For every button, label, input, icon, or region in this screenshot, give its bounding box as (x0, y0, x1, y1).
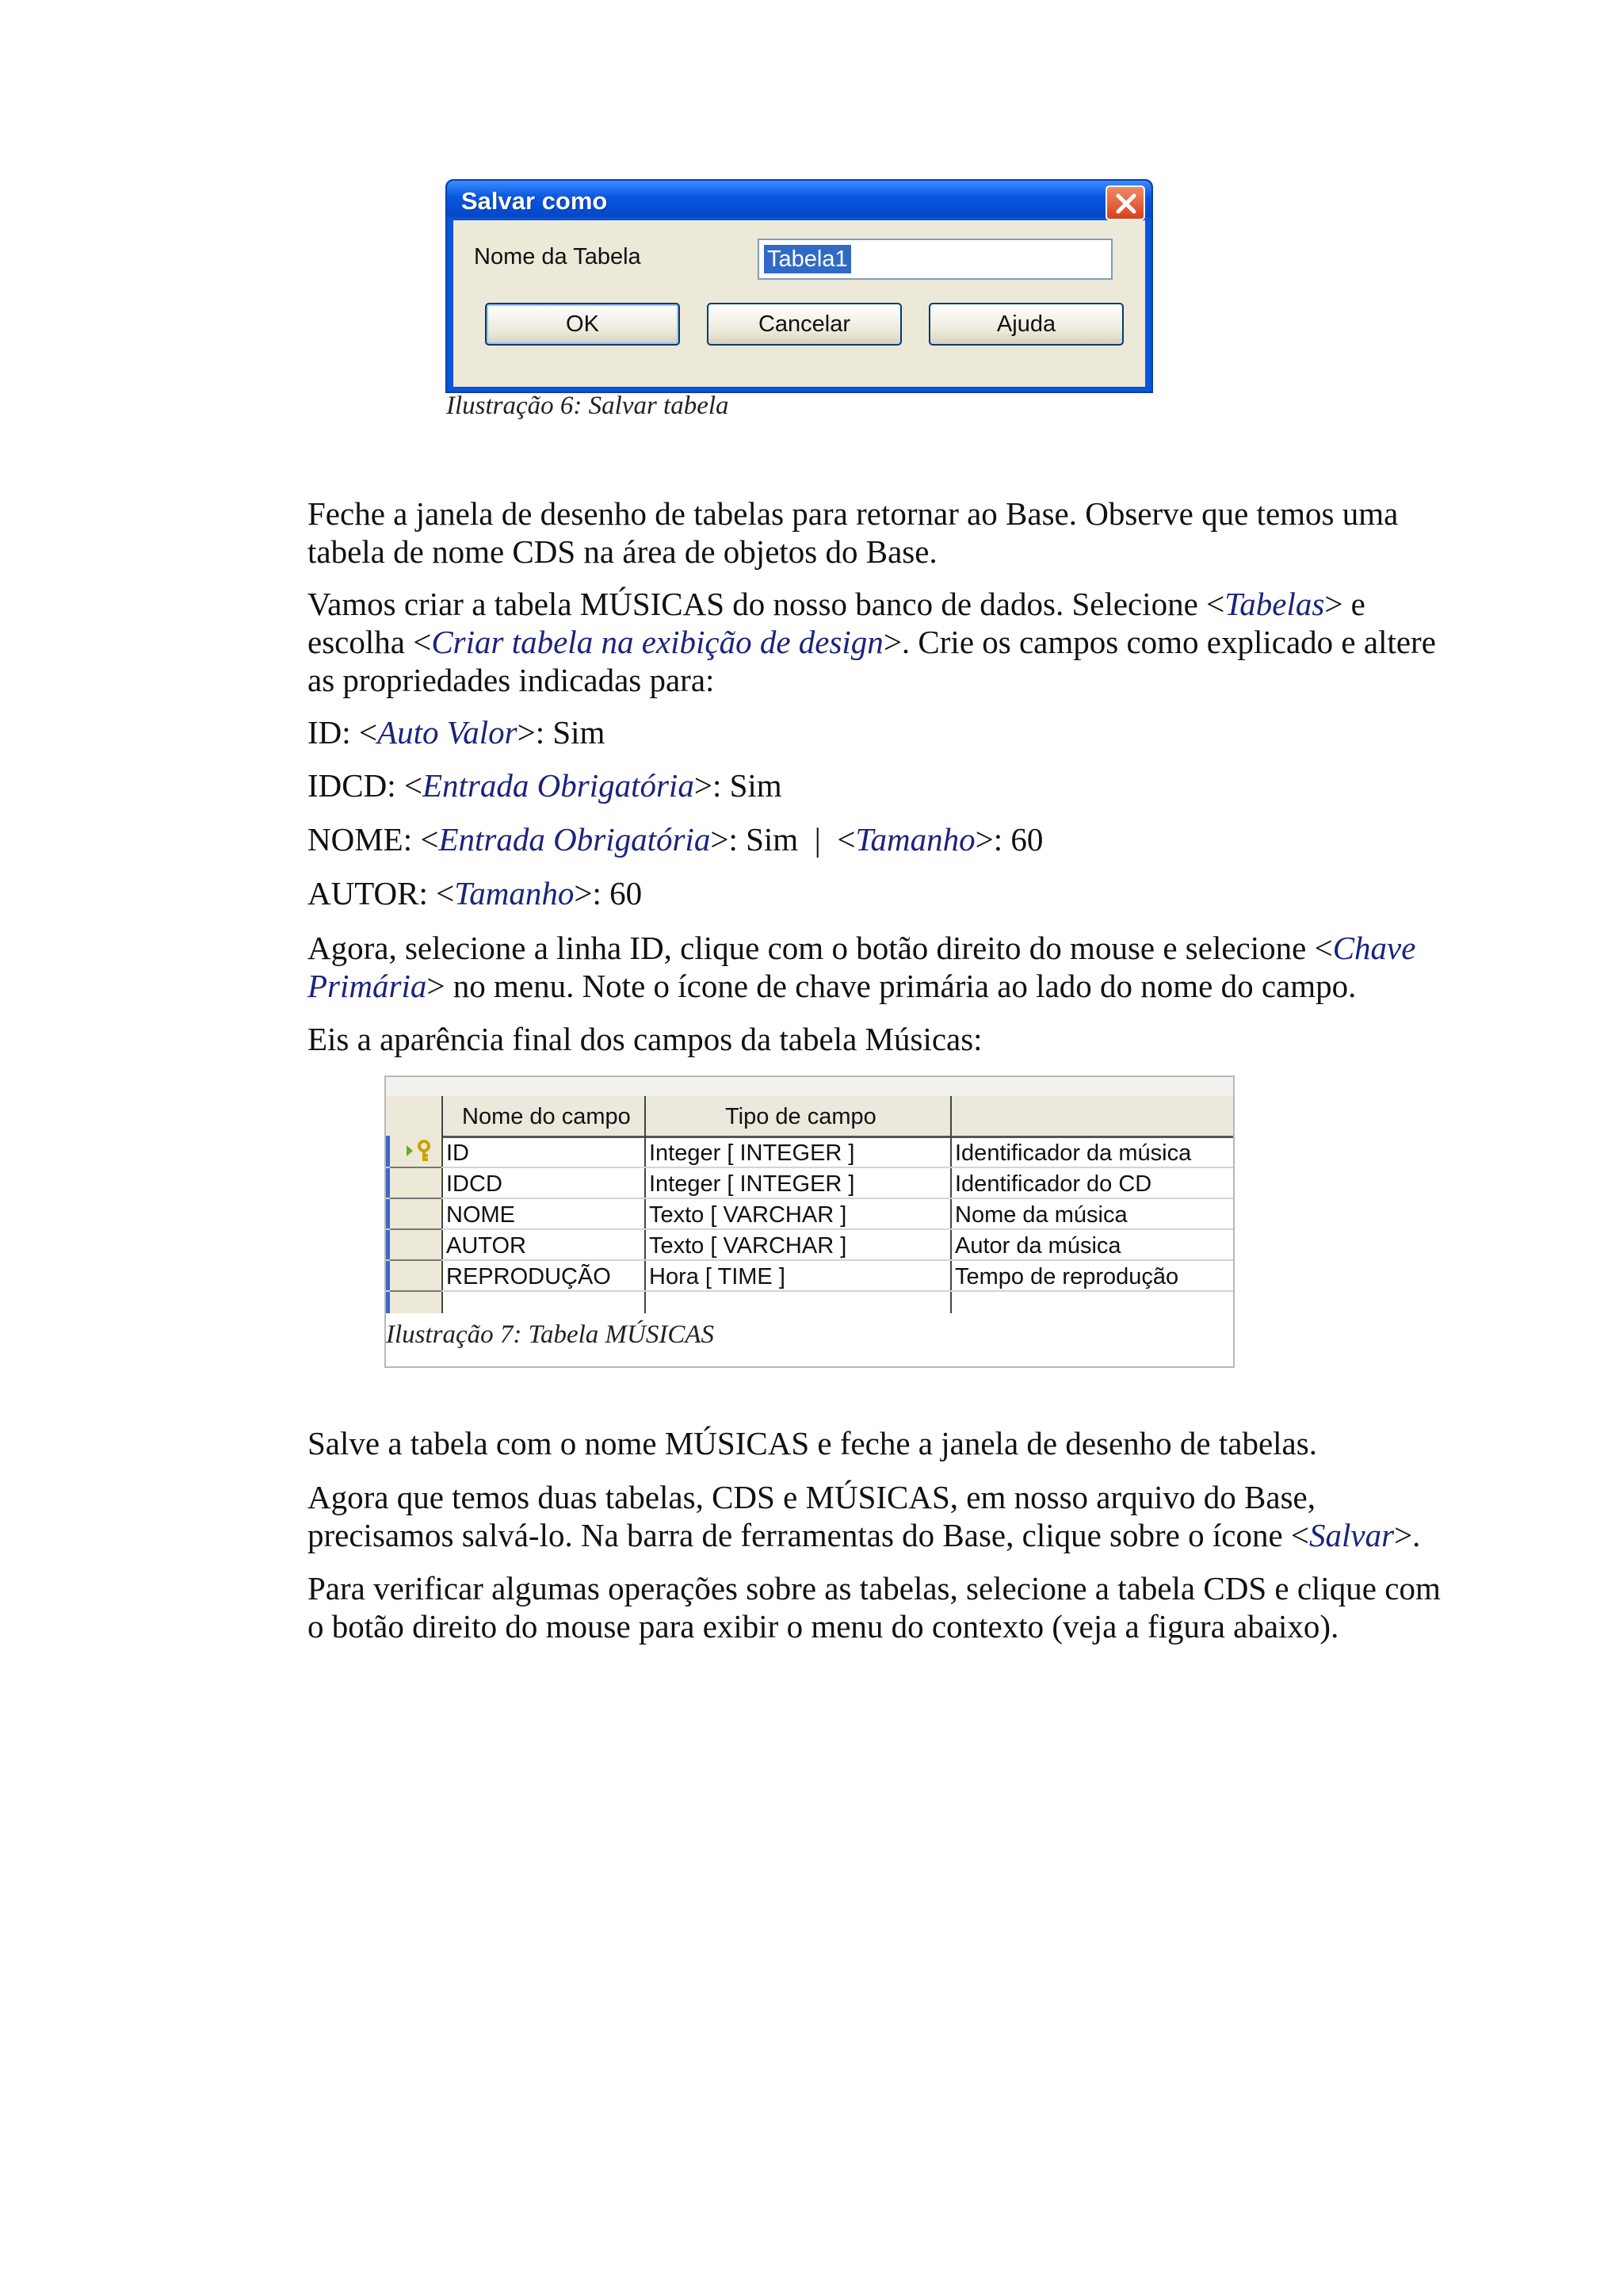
link-entrada-obrigatoria[interactable]: Entrada Obrigatória (422, 767, 694, 804)
cell-field-name[interactable]: ID (446, 1140, 469, 1166)
link-entrada-obrigatoria-2[interactable]: Entrada Obrigatória (438, 821, 711, 858)
cell-description[interactable]: Autor da música (955, 1233, 1121, 1259)
link-auto-valor[interactable]: Auto Valor (377, 714, 517, 751)
cell-description[interactable]: Identificador do CD (955, 1171, 1152, 1197)
cell-field-type[interactable]: Texto [ VARCHAR ] (649, 1202, 847, 1228)
paragraph-1: Feche a janela de desenho de tabelas para retornar ao Base. Observe que temos uma tabela de nome CDS na área de objetos do Base. (307, 495, 1399, 570)
paragraph-nome-property: NOME: <Entrada Obrigatória>: Sim | <Tamanho>: 60 (307, 821, 1044, 858)
table-design-figure (384, 1075, 1235, 1368)
cell-field-name[interactable]: NOME (446, 1202, 515, 1228)
figure-6-caption: Ilustração 6: Salvar tabela (446, 392, 729, 420)
paragraph-save-table: Salve a tabela com o nome MÚSICAS e feche a janela de desenho de tabelas. (307, 1425, 1317, 1461)
dialog-body (453, 220, 1145, 387)
cell-field-name[interactable]: AUTOR (446, 1233, 526, 1259)
paragraph-context-menu: Para verificar algumas operações sobre as tabelas, selecione a tabela CDS e clique com o botão direito do mouse para exibir o menu do contexto (veja a figura abaixo). (307, 1570, 1441, 1645)
table-name-label: Nome da Tabela (474, 244, 641, 269)
cell-field-type[interactable]: Hora [ TIME ] (649, 1264, 785, 1289)
figure-7-caption: Ilustração 7: Tabela MÚSICAS (386, 1320, 715, 1349)
link-chave-primaria[interactable]: Chave Primária (307, 930, 1416, 1004)
cell-field-type[interactable]: Integer [ INTEGER ] (649, 1140, 855, 1166)
link-salvar[interactable]: Salvar (1309, 1517, 1395, 1553)
cell-field-type[interactable]: Integer [ INTEGER ] (649, 1171, 855, 1197)
paragraph-id-property: ID: <Auto Valor>: Sim (307, 714, 605, 751)
paragraph-primary-key: Agora, selecione a linha ID, clique com o botão direito do mouse e selecione <Chave Primária> no menu. Note o ícone de chave primária ao lado do nome do campo. (307, 930, 1416, 1004)
dialog-titlebar[interactable] (447, 181, 1151, 217)
close-button[interactable] (1106, 185, 1145, 220)
table-name-input[interactable] (758, 239, 1113, 280)
link-tamanho-2[interactable]: Tamanho (454, 875, 575, 911)
paragraph-autor-property: AUTOR: <Tamanho>: 60 (307, 875, 643, 911)
link-tabelas[interactable]: Tabelas (1224, 586, 1325, 622)
cell-field-type[interactable]: Texto [ VARCHAR ] (649, 1233, 847, 1259)
field-table (386, 1077, 1233, 1313)
paragraph-idcd-property: IDCD: <Entrada Obrigatória>: Sim (307, 767, 782, 804)
link-tamanho[interactable]: Tamanho (855, 821, 976, 858)
close-icon (1115, 193, 1137, 215)
cell-description[interactable]: Tempo de reprodução (955, 1264, 1179, 1289)
paragraph-2: Vamos criar a tabela MÚSICAS do nosso banco de dados. Selecione <Tabelas> e escolha <Criar tabela na exibição de design>. Crie os campos como explicado e altere as propriedades indicadas para: (307, 586, 1436, 698)
link-criar-tabela[interactable]: Criar tabela na exibição de design (431, 624, 884, 660)
cell-field-name[interactable]: REPRODUÇÃO (446, 1264, 611, 1289)
save-as-dialog (445, 179, 1153, 393)
header-field-name: Nome do campo (462, 1104, 631, 1129)
cancel-button[interactable]: Cancelar (707, 303, 902, 346)
header-field-type: Tipo de campo (725, 1104, 876, 1129)
cell-description[interactable]: Identificador da música (955, 1140, 1192, 1166)
cell-field-name[interactable]: IDCD (446, 1171, 502, 1197)
primary-key-icon (405, 1139, 433, 1163)
paragraph-save-file: Agora que temos duas tabelas, CDS e MÚSICAS, em nosso arquivo do Base, precisamos salvá-lo. Na barra de ferramentas do Base, clique sobre o ícone <Salvar>. (307, 1479, 1421, 1553)
paragraph-final-look: Eis a aparência final dos campos da tabela Músicas: (307, 1021, 983, 1057)
help-button[interactable]: Ajuda (929, 303, 1124, 346)
dialog-title: Salvar como (461, 187, 608, 215)
table-name-value: Tabela1 (764, 245, 851, 273)
row-header-column (386, 1096, 443, 1313)
ok-button[interactable]: OK (485, 303, 680, 346)
cell-description[interactable]: Nome da música (955, 1202, 1128, 1228)
